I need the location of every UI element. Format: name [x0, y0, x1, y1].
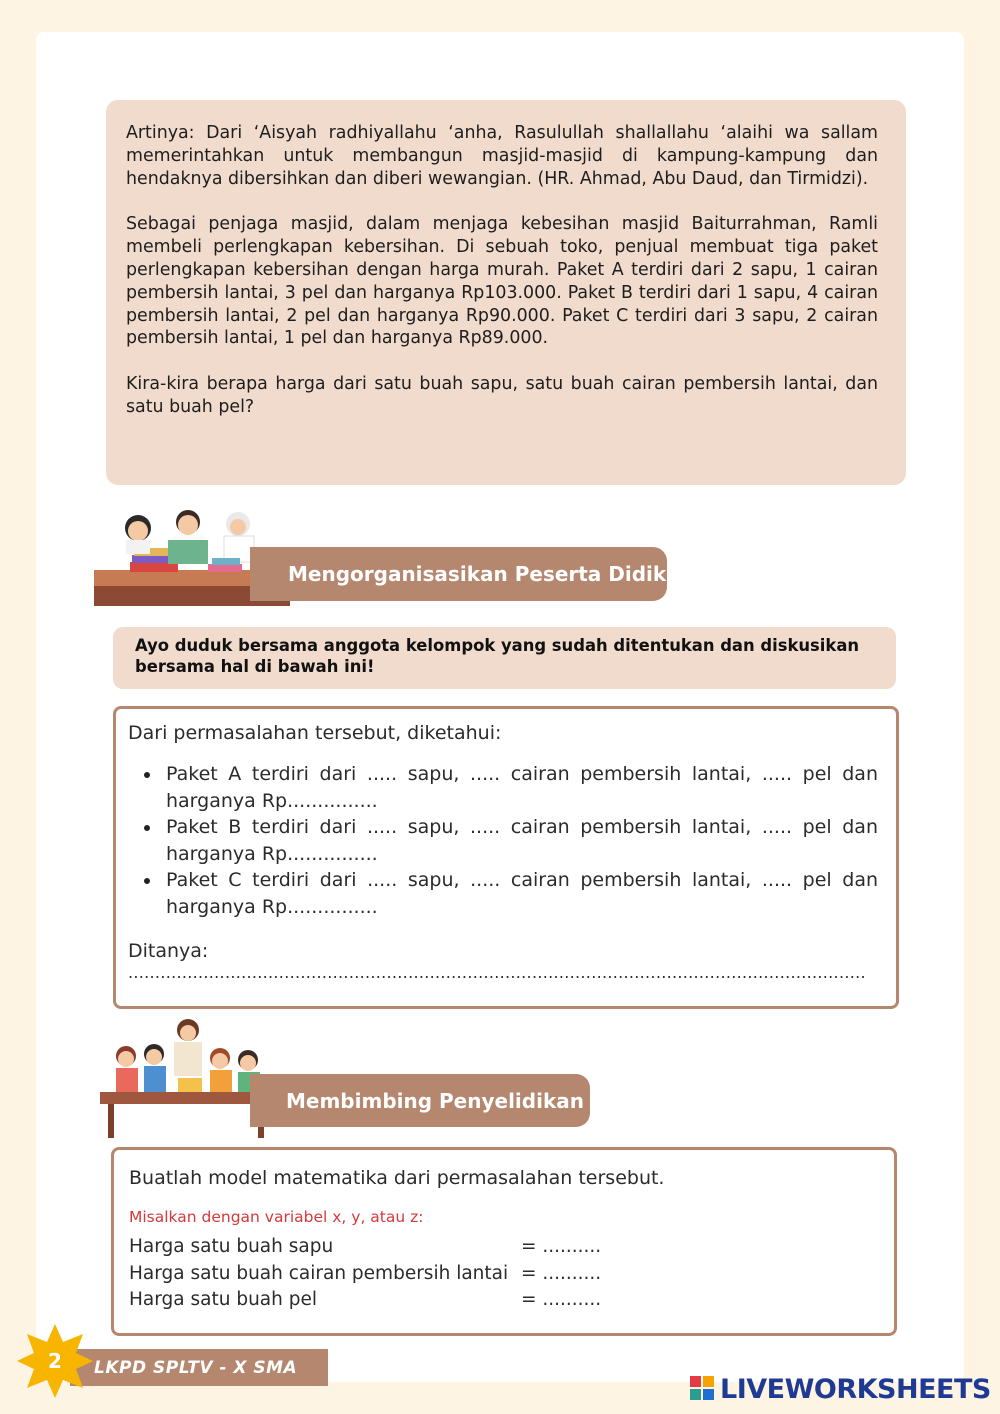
package-list [128, 761, 878, 920]
model-prompt: Buatlah model matematika dari permasalahan tersebut. [129, 1167, 665, 1189]
variable-input-mop[interactable]: = .......... [521, 1289, 602, 1310]
group-instruction: Ayo duduk bersama anggota kelompok yang sudah ditentukan dan diskusikan bersama hal di bawah ini! [113, 627, 896, 689]
known-asked-box [113, 706, 899, 1009]
teacher-students-illustration [98, 1016, 274, 1140]
section-title-organize: Mengorganisasikan Peserta Didik [250, 547, 667, 601]
package-a-item[interactable]: Paket A terdiri dari ..... sapu, ..... cairan pembersih lantai, ..... pel dan harganya Rp............... [128, 761, 878, 814]
intro-box [106, 100, 906, 485]
variable-row [129, 1261, 601, 1288]
variable-row [129, 1234, 601, 1261]
variable-row [129, 1287, 601, 1314]
variable-label-broom: Harga satu buah sapu [129, 1236, 334, 1257]
liveworksheets-logo-icon [690, 1376, 714, 1402]
brand-name: LIVEWORKSHEETS [720, 1373, 991, 1405]
package-c-item[interactable]: Paket C terdiri dari ..... sapu, ..... cairan pembersih lantai, ..... pel dan harganya Rp............... [128, 867, 878, 920]
known-label: Dari permasalahan tersebut, diketahui: [128, 722, 502, 744]
liveworksheets-logo [690, 1369, 992, 1409]
asked-answer-line[interactable]: ......................................................................................................................................... [128, 964, 866, 982]
problem-story: Sebagai penjaga masjid, dalam menjaga kebesihan masjid Baiturrahman, Ramli membeli perlengkapan kebersihan. Di sebuah toko, penjual membuat tiga paket perlengkapan kebersihan dengan harga murah. Paket A terdiri dari 2 sapu, 1 cairan pembersih lantai, 3 pel dan harganya Rp103.000. Paket B terdiri dari 1 sapu, 4 cairan pembersih lantai, 2 pel dan harganya Rp90.000. Paket C terdiri dari 3 sapu, 2 cairan pembersih lantai, 1 pel dan harganya Rp89.000. [126, 214, 878, 349]
hadith-translation: Artinya: Dari ‘Aisyah radhiyallahu ‘anha, Rasulullah shallallahu ‘alaihi wa sallam memerintahkan untuk membangun masjid-masjid di kampung-kampung dan hendaknya dibersihkan dan diberi wewangian. (HR. Ahmad, Abu Daud, dan Tirmidzi). [126, 123, 878, 189]
section-title-guide: Membimbing Penyelidikan [250, 1074, 590, 1127]
variable-label-mop: Harga satu buah pel [129, 1289, 317, 1310]
problem-question: Kira-kira berapa harga dari satu buah sapu, satu buah cairan pembersih lantai, dan satu buah pel? [126, 374, 878, 417]
variable-label-cleaner: Harga satu buah cairan pembersih lantai [129, 1262, 509, 1284]
variable-input-broom[interactable]: = .......... [521, 1236, 602, 1257]
variable-table [129, 1234, 601, 1314]
footer-tag: LKPD SPLTV - X SMA [70, 1349, 328, 1386]
math-model-box [111, 1147, 897, 1336]
page-number: 2 [48, 1349, 62, 1373]
package-b-item[interactable]: Paket B terdiri dari ..... sapu, ..... cairan pembersih lantai, ..... pel dan harganya Rp............... [128, 814, 878, 867]
variable-input-cleaner[interactable]: = .......... [521, 1262, 602, 1284]
variable-hint: Misalkan dengan variabel x, y, atau z: [129, 1208, 424, 1226]
asked-label: Ditanya: [128, 940, 209, 962]
